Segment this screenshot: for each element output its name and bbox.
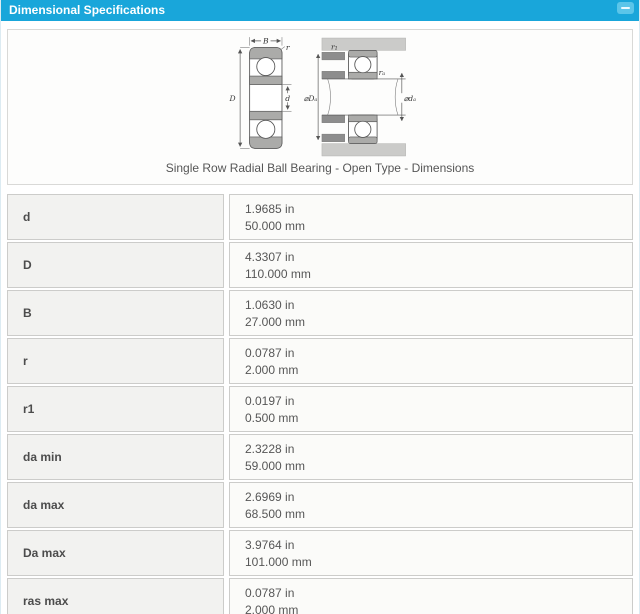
dim-label-ra: rₐ [378,68,385,78]
spec-value [229,338,633,384]
spec-value [229,578,633,614]
spec-value [229,242,633,288]
spec-value [229,482,633,528]
value-inches: 1.9685 in [245,202,295,216]
spec-param: d [7,194,224,240]
spec-row-da-min [7,434,633,480]
spec-row-da-max [7,482,633,528]
value-mm: 27.000 mm [245,315,306,329]
spec-param: da max [7,482,224,528]
spec-row-D [7,242,633,288]
value-mm: 101.000 mm [245,555,312,569]
dim-label-D: D [228,93,236,103]
diagram-caption: Single Row Radial Ball Bearing - Open Type - Dimensions [165,161,475,175]
spec-value [229,530,633,576]
specs-table [7,194,633,614]
widget-title: Dimensional Specifications [9,3,166,17]
spec-param: B [7,290,224,336]
minimize-icon [621,7,630,9]
value-mm: 68.500 mm [245,507,306,521]
value-mm: 0.500 mm [245,411,299,425]
spec-value [229,434,633,480]
spec-param: r [7,338,224,384]
spec-value [229,386,633,432]
spec-param: ras max [7,578,224,614]
spec-value [229,194,633,240]
diagram-panel [7,29,633,185]
widget-header [1,0,639,21]
spec-param: r1 [7,386,224,432]
dim-label-B: B [262,36,269,46]
spec-row-r1 [7,386,633,432]
dim-label-r1: r₁ [330,42,338,52]
value-inches: 2.6969 in [245,490,295,504]
value-inches: 0.0787 in [245,346,295,360]
spec-row-Da-max [7,530,633,576]
value-inches: 2.3228 in [245,442,295,456]
bearing-diagram [223,34,418,160]
dim-label-da: ⌀dₐ [403,93,416,103]
value-inches: 4.3307 in [245,250,295,264]
spec-row-d [7,194,633,240]
value-mm: 2.000 mm [245,363,299,377]
value-inches: 0.0787 in [245,586,295,600]
dim-label-Da: ⌀Dₐ [303,93,317,103]
value-mm: 2.000 mm [245,603,299,614]
spec-value [229,290,633,336]
bearing-mounted-view [303,38,415,156]
spec-param: Da max [7,530,224,576]
spec-row-r [7,338,633,384]
value-mm: 59.000 mm [245,459,306,473]
value-mm: 110.000 mm [245,267,311,281]
spec-param: da min [7,434,224,480]
value-inches: 3.9764 in [245,538,295,552]
bearing-front-view [228,37,291,149]
spec-param: D [7,242,224,288]
dim-label-d: d [284,93,290,103]
dim-label-r: r [285,42,290,52]
spec-row-B [7,290,633,336]
value-inches: 1.0630 in [245,298,295,312]
value-mm: 50.000 mm [245,219,306,233]
spec-row-ras-max [7,578,633,614]
collapse-button[interactable] [617,2,634,14]
value-inches: 0.0197 in [245,394,295,408]
